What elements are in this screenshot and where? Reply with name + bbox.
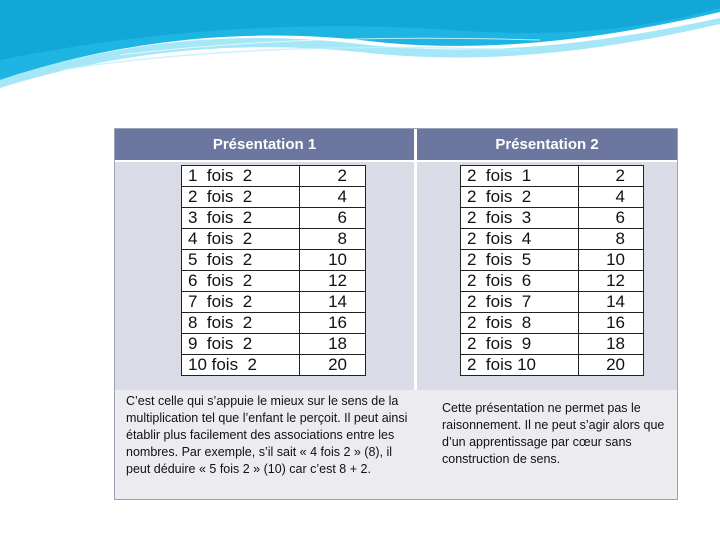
- table-row: [182, 208, 366, 229]
- multiplication-result: 18: [579, 334, 644, 355]
- table-row: [182, 313, 366, 334]
- multiplication-expression: 5 fois 2: [182, 250, 300, 271]
- table-row: [182, 271, 366, 292]
- multiplication-result: 2: [300, 166, 366, 187]
- multiplication-expression: 10 fois 2: [182, 355, 300, 376]
- table-row: [182, 187, 366, 208]
- comparison-table: [114, 128, 678, 500]
- table-row: [182, 229, 366, 250]
- table-row: [461, 250, 644, 271]
- column-header-presentation-1: Présentation 1: [115, 129, 414, 160]
- header-wave-banner: [0, 0, 720, 90]
- multiplication-expression: 4 fois 2: [182, 229, 300, 250]
- multiplication-result: 20: [579, 355, 644, 376]
- multiplication-result: 10: [300, 250, 366, 271]
- header-separator: [115, 160, 677, 162]
- multiplication-result: 8: [300, 229, 366, 250]
- multiplication-result: 4: [579, 187, 644, 208]
- table-row: [182, 250, 366, 271]
- multiplication-expression: 2 fois 9: [461, 334, 579, 355]
- column-header-presentation-2: Présentation 2: [417, 129, 677, 160]
- table-row: [182, 355, 366, 376]
- multiplication-result: 14: [300, 292, 366, 313]
- multiplication-expression: 2 fois 7: [461, 292, 579, 313]
- multiplication-expression: 1 fois 2: [182, 166, 300, 187]
- table-row: [461, 292, 644, 313]
- table-row: [461, 208, 644, 229]
- multiplication-expression: 8 fois 2: [182, 313, 300, 334]
- multiplication-result: 6: [300, 208, 366, 229]
- multiplication-result: 12: [300, 271, 366, 292]
- multiplication-expression: 2 fois 8: [461, 313, 579, 334]
- multiplication-result: 18: [300, 334, 366, 355]
- multiplication-table-presentation-1: [181, 165, 366, 376]
- multiplication-result: 16: [579, 313, 644, 334]
- note-presentation-2: Cette présentation ne permet pas le raisonnement. Il ne peut s’agir alors que d’un apprentissage par cœur sans construction de sens.: [442, 401, 665, 466]
- multiplication-expression: 2 fois 4: [461, 229, 579, 250]
- multiplication-result: 20: [300, 355, 366, 376]
- multiplication-result: 6: [579, 208, 644, 229]
- table-row: [461, 334, 644, 355]
- multiplication-result: 16: [300, 313, 366, 334]
- multiplication-expression: 7 fois 2: [182, 292, 300, 313]
- multiplication-expression: 2 fois 2: [182, 187, 300, 208]
- multiplication-result: 4: [300, 187, 366, 208]
- table-row: [461, 187, 644, 208]
- table-row: [461, 271, 644, 292]
- multiplication-result: 14: [579, 292, 644, 313]
- multiplication-result: 12: [579, 271, 644, 292]
- multiplication-result: 2: [579, 166, 644, 187]
- multiplication-expression: 2 fois 2: [461, 187, 579, 208]
- multiplication-expression: 2 fois 10: [461, 355, 579, 376]
- table-row: [182, 166, 366, 187]
- multiplication-expression: 9 fois 2: [182, 334, 300, 355]
- multiplication-expression: 2 fois 6: [461, 271, 579, 292]
- multiplication-result: 8: [579, 229, 644, 250]
- note-presentation-1: C’est celle qui s’appuie le mieux sur le sens de la multiplication tel que l’enfant le perçoit. Il peut ainsi établir plus facilement des associations entre les nombres. Par exemple, s’il sait « 4 fois 2 » (8), il peut déduire « 5 fois 2 » (10) car c’est 8 + 2.: [126, 394, 408, 476]
- multiplication-expression: 2 fois 3: [461, 208, 579, 229]
- multiplication-result: 10: [579, 250, 644, 271]
- table-row: [461, 229, 644, 250]
- table-row: [461, 355, 644, 376]
- multiplication-table-presentation-2: [460, 165, 644, 376]
- table-row: [461, 166, 644, 187]
- wave-decoration: [0, 0, 720, 90]
- table-row: [461, 313, 644, 334]
- multiplication-expression: 2 fois 5: [461, 250, 579, 271]
- multiplication-expression: 6 fois 2: [182, 271, 300, 292]
- table-row: [182, 334, 366, 355]
- multiplication-expression: 2 fois 1: [461, 166, 579, 187]
- multiplication-expression: 3 fois 2: [182, 208, 300, 229]
- table-row: [182, 292, 366, 313]
